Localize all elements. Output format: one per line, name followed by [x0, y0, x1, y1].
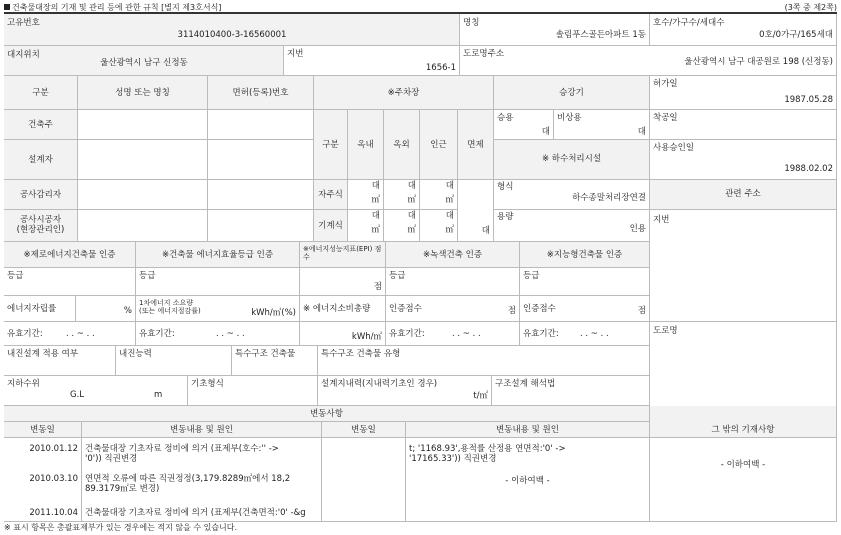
- related-lot-cell: 지번: [650, 210, 837, 322]
- contractor-label: 공사시공자 (현장관리인): [4, 210, 78, 242]
- approval-date-cell: 사용승인일 1988.02.02: [650, 140, 837, 180]
- other-notes-header: 그 밖의 기재사항: [650, 422, 837, 438]
- special-structure: 특수구조 건축물: [232, 346, 318, 376]
- road-address-label: 도로명주소: [463, 49, 505, 59]
- change-contents-column: [82, 438, 322, 522]
- people-category-header: 구분: [4, 76, 78, 110]
- unique-no-label: 고유번호: [7, 18, 40, 28]
- design-strength: 설계지내력(지내력기초인 경우) t/㎡: [318, 376, 492, 406]
- change-date-3: 2011.10.04: [29, 508, 78, 518]
- designer-name: [78, 140, 208, 180]
- parking-mech-indoor: 대 ㎡: [348, 210, 384, 242]
- parking-self-outdoor: 대 ㎡: [384, 180, 420, 210]
- energy-consumption-value: kWh/㎡: [300, 322, 386, 346]
- parking-row-self: 자주식: [314, 180, 348, 210]
- supervisor-license: [208, 180, 314, 210]
- road-address-cell: [460, 46, 837, 76]
- change-content-3: 건축물대장 기초자료 정비에 의거 (표제부(건축면적:'0' -&g: [85, 508, 306, 518]
- owner-license: [208, 110, 314, 140]
- start-date-cell: 착공일: [650, 110, 837, 140]
- green-score: 인증점수 점: [386, 296, 520, 322]
- parking-exempt-cell: 대: [458, 180, 494, 242]
- location-cell: [4, 46, 284, 76]
- green-validity: 유효기간: . . ~ . .: [386, 322, 520, 346]
- road-address-value: 울산광역시 남구 대공원로 198 (신정동): [684, 57, 833, 67]
- lot-label: 지번: [287, 49, 304, 59]
- supervisor-name: [78, 180, 208, 210]
- units-label: 호수/가구수/세대수: [653, 18, 725, 28]
- zero-energy-validity: 유효기간: . . ~ . .: [4, 322, 136, 346]
- people-name-header: 성명 또는 명칭: [78, 76, 208, 110]
- parking-col-nearby: 인근: [420, 110, 458, 180]
- foundation-type: 기초형식: [188, 376, 318, 406]
- parking-mech-outdoor: 대 ㎡: [384, 210, 420, 242]
- parking-col-exempt: 면제: [458, 110, 494, 180]
- supervisor-label: 공사감리자: [4, 180, 78, 210]
- change-date-2: 2010.03.10: [29, 474, 78, 484]
- unique-no-cell: [4, 14, 460, 46]
- energy-consumption: ※ 에너지소비총량: [300, 296, 386, 322]
- special-structure-type: 특수구조 건축물 유형: [318, 346, 650, 376]
- change-dates-column: [4, 438, 82, 522]
- permit-date-cell: 허가일 1987.05.28: [650, 76, 837, 110]
- parking-col-indoor: 옥내: [348, 110, 384, 180]
- change-date-header: 변동일: [4, 422, 82, 438]
- elevator-passenger: 승용 대: [494, 110, 554, 140]
- parking-category-header: 구분: [314, 110, 348, 180]
- parking-row-mech: 기계식: [314, 210, 348, 242]
- groundwater-level: 지하수위 G.L m: [4, 376, 188, 406]
- seismic-ability: 내진능력: [116, 346, 232, 376]
- blank-mark: - 이하여백 -: [505, 476, 550, 486]
- square-bullet-icon: [4, 4, 10, 10]
- page-indicator: (3쪽 중 제2쪽): [784, 3, 837, 12]
- name-label: 명칭: [463, 18, 480, 28]
- seismic-design: 내진설계 적용 여부: [4, 346, 116, 376]
- owner-name: [78, 110, 208, 140]
- cert-green-header: ※녹색건축 인증: [386, 242, 520, 268]
- efficiency-validity: 유효기간: . . ~ . .: [136, 322, 300, 346]
- elevator-title: 승강기: [494, 76, 650, 110]
- sewage-type: 형식 하수종말처리장연결: [494, 180, 650, 210]
- change-content-2: 연면적 오류에 따른 직권정정(3,179.8289㎡에서 18,2 89.3179㎡로 변경): [85, 474, 291, 494]
- sewage-title: ※ 하수처리시설: [494, 140, 650, 180]
- name-value: 솔림푸스골든아파트 1동: [555, 30, 646, 40]
- change-content-header: 변동내용 및 원인: [82, 422, 322, 438]
- parking-title: ※주차장: [314, 76, 494, 110]
- green-grade: 등급: [386, 268, 520, 296]
- lot-value: 1656-1: [425, 63, 456, 73]
- contractor-name: [78, 210, 208, 242]
- related-address-header: 관련 주소: [650, 180, 837, 210]
- elevator-emergency: 비상용 대: [554, 110, 650, 140]
- other-notes-blank-mark: - 이하여백 -: [720, 460, 766, 470]
- designer-license: [208, 140, 314, 180]
- people-license-header: 면허(등록)번호: [208, 76, 314, 110]
- parking-self-indoor: 대 ㎡: [348, 180, 384, 210]
- analysis-method: 구조설계 해석법: [492, 376, 650, 406]
- cert-intelligent-header: ※지능형건축물 인증: [520, 242, 650, 268]
- parking-col-outdoor: 옥외: [384, 110, 420, 180]
- change-date-header-2: 변동일: [322, 422, 406, 438]
- units-cell: [650, 14, 837, 46]
- owner-label: 건축주: [4, 110, 78, 140]
- efficiency-grade: 등급: [136, 268, 300, 296]
- cert-zero-energy-header: ※제로에너지건축물 인증: [4, 242, 136, 268]
- designer-label: 설계자: [4, 140, 78, 180]
- change-date-1: 2010.01.12: [29, 444, 78, 454]
- permit-date-value: 1987.05.28: [784, 95, 833, 105]
- changes-title-right: [650, 406, 837, 422]
- lot-cell: [284, 46, 460, 76]
- change-content-1: 건축물대장 기초자료 정비에 의거 (표제부(호수:'' -> '0')) 직권변경: [85, 444, 279, 464]
- primary-energy: 1차에너지 소요량 (또는 에너지절감률) kWh/㎡(%): [136, 296, 300, 322]
- intelligent-grade: 등급: [520, 268, 650, 296]
- intelligent-validity: 유효기간: . . ~ . .: [520, 322, 650, 346]
- cert-efficiency-header: ※건축물 에너지효율등급 인증: [136, 242, 300, 268]
- location-label: 대지위치: [7, 50, 40, 60]
- parking-mech-nearby: 대 ㎡: [420, 210, 458, 242]
- energy-rate-value: %: [76, 296, 136, 322]
- zero-energy-grade: 등급: [4, 268, 136, 296]
- cert-epi-header: ※에너지성능지표(EPI) 점수: [300, 242, 386, 268]
- sewage-capacity: 용량 인용: [494, 210, 650, 242]
- epi-score: 점: [300, 268, 386, 296]
- changes-title: 변동사항: [4, 406, 650, 422]
- form-header: [4, 2, 837, 12]
- intelligent-score: 인증점수 점: [520, 296, 650, 322]
- parking-self-nearby: 대 ㎡: [420, 180, 458, 210]
- footer-note: ※ 표시 항목은 총괄표제부가 있는 경우에는 적지 않을 수 있습니다.: [4, 523, 238, 532]
- contractor-license: [208, 210, 314, 242]
- energy-rate-label: 에너지자립률: [4, 296, 76, 322]
- form-title: 건축물대장의 기재 및 관리 등에 관한 규칙 [별지 제3호서식]: [4, 2, 221, 13]
- change-content-continued: t; '1168.93',용적률 산정용 연면적:'0' -> '17165.33')) 직권변경: [409, 444, 566, 464]
- approval-date-value: 1988.02.02: [784, 164, 833, 174]
- change-dates-column-2: [322, 438, 406, 522]
- register-form: [4, 12, 837, 522]
- change-contents-column-2: [406, 438, 650, 522]
- location-value: 울산광역시 남구 신정동: [100, 58, 188, 68]
- units-value: 0호/0가구/165세대: [759, 30, 833, 40]
- related-road-cell: 도로명: [650, 322, 837, 410]
- name-cell: [460, 14, 650, 46]
- unique-no-value: 3114010400-3-16560001: [177, 30, 287, 40]
- change-content-header-2: 변동내용 및 원인: [406, 422, 650, 438]
- other-notes-column: [650, 438, 837, 522]
